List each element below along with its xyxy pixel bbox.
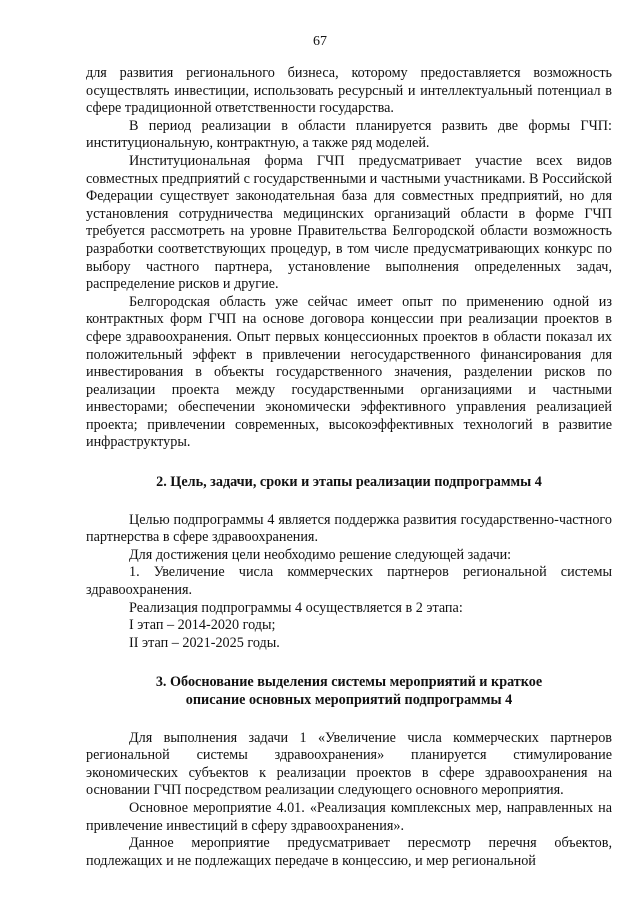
spacer [86, 710, 612, 730]
paragraph-ppp-forms: В период реализации в области планируется развить две формы ГЧП: институциональную, контрактную, а также ряд моделей. [86, 117, 612, 152]
paragraph-stages: Реализация подпрограммы 4 осуществляется в 2 этапа: [129, 599, 463, 616]
paragraph-task-1: 1. Увеличение числа коммерческих партнеров региональной системы здравоохранения. [86, 564, 612, 599]
stage-2: II этап – 2021-2025 годы. [129, 634, 280, 651]
section-3-heading-line-2: описание основных мероприятий подпрограммы 4 [185, 692, 513, 708]
paragraph-institutional-form: Институциональная форма ГЧП предусматривает участие всех видов совместных предприятий с государственными и частными участниками. В Российской Федерации существует законодательная база для совместных предприятий, но для установления сотрудничества медицинских организаций области в форме ГЧП требуется рассмотреть на уровне Правительства Белгородской области возможность разработки соответствующих процедур, в том числе предусматривающих конкурс по выбору частного партнера, установление выполнения определенных задач, распределение рисков и другие. [86, 152, 612, 293]
spacer [86, 652, 612, 674]
paragraph-main-activity: Основное мероприятие 4.01. «Реализация комплексных мер, направленных на привлечение инвестиций в сферу здравоохранения». [86, 799, 612, 834]
stage-1: I этап – 2014-2020 годы; [129, 617, 276, 634]
paragraph-belgorod-experience: Белгородская область уже сейчас имеет опыт по применению одной из контрактных форм ГЧП на основе договора концессии при реализации проектов в сфере здравоохранения. Опыт первых концессионных проектов в области показал их положительный эффект в привлечении негосударственного финансирования для инвестирования в объекты государственного значения, разделении рисков по реализации проекта между государственными организациями и частными инвесторами; обеспечении экономически эффективного управления реализацией проекта; привлечении современных, высокоэффективных технологий в развитие инфраструктуры. [86, 293, 612, 451]
section-3-heading [86, 674, 612, 709]
section-3-heading-line-1: 3. Обоснование выделения системы мероприятий и краткое [155, 674, 543, 691]
paragraph-task-intro: Для достижения цели необходимо решение следующей задачи: [129, 546, 512, 563]
paragraph-activity-description: Данное мероприятие предусматривает пересмотр перечня объектов, подлежащих и не подлежащих передаче в концессию, и мер региональной [86, 835, 612, 869]
page-number: 67 [313, 34, 327, 49]
spacer [86, 452, 612, 474]
paragraph-task-1-implementation: Для выполнения задачи 1 «Увеличение числа коммерческих партнеров региональной системы здравоохранения» планируется стимулирование экономических субъектов к реализации проектов в сфере здравоохранения на основании ГЧП посредством реализации следующего основного мероприятия. [86, 729, 612, 799]
section-2-heading: 2. Цель, задачи, сроки и этапы реализации подпрограммы 4 [156, 474, 542, 491]
paragraph-continuation: для развития регионального бизнеса, которому предоставляется возможность осуществлять инвестиции, использовать ресурсный и интеллектуальный потенциал в сфере традиционной ответственности государства. [86, 65, 612, 117]
spacer [86, 492, 612, 512]
paragraph-goal: Целью подпрограммы 4 является поддержка развития государственно-частного партнерства в сфере здравоохранения. [86, 511, 612, 546]
page-content [86, 65, 612, 870]
